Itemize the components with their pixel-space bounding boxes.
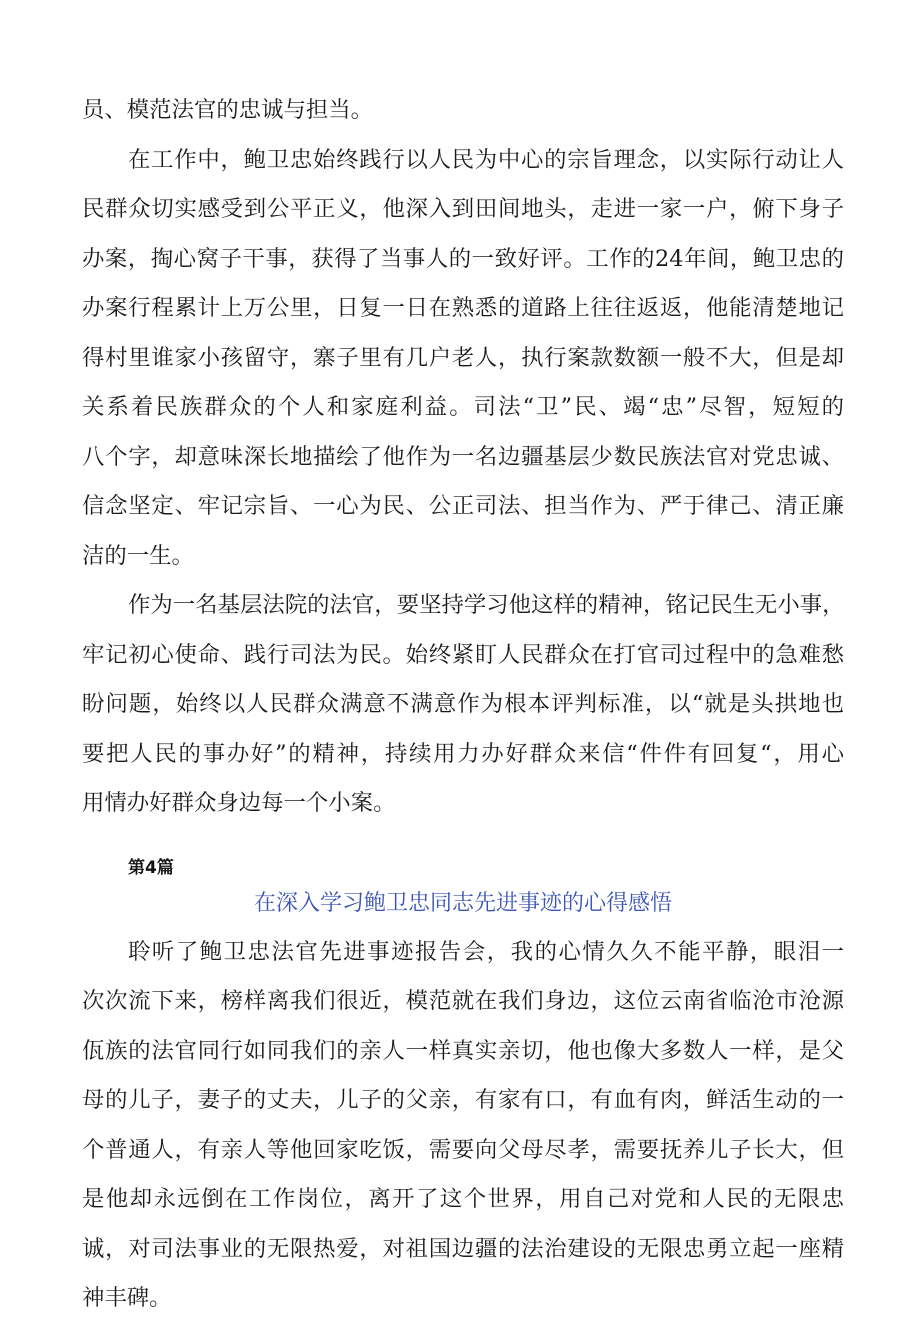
paragraph-line: 洁的一生。 [82,542,194,569]
paragraph-line: 要把人民的事办好”的精神，持续用力办好群众来信“件件有回复“，用心 [82,740,844,767]
paragraph-line: 母的儿子，妻子的丈夫，儿子的父亲，有家有口，有血有肉，鲜活生动的一 [82,1087,844,1113]
paragraph-grassroots-judge [82,581,844,829]
paragraph-line: 佤族的法官同行如同我们的亲人一样真实亲切，他也像大多数人一样，是父 [82,1037,844,1064]
paragraph-report-reflection [82,928,844,1324]
paragraph-line: 办案，掏心窝子干事，获得了当事人的一致好评。工作的24年间，鲍卫忠的 [82,245,844,272]
paragraph-line: 得村里谁家小孩留守，寨子里有几户老人，执行案款数额一般不大，但是却 [82,344,844,371]
section-label: 第4篇 [128,857,174,878]
paragraph-line: 办案行程累计上万公里，日复一日在熟悉的道路上往往返返，他能清楚地记 [82,295,844,321]
paragraph-line: 作为一名基层法院的法官，要坚持学习他这样的精神，铭记民生无小事， [128,592,845,618]
paragraph-line: 牢记初心使命、践行司法为民。始终紧盯人民群众在打官司过程中的急难愁 [82,641,844,668]
paragraph-line: 民群众切实感受到公平正义，他深入到田间地头，走进一家一户，俯下身子 [82,196,844,222]
document-page [82,86,844,1324]
article-title: 在深入学习鲍卫忠同志先进事迹的心得感悟 [253,890,672,916]
paragraph-line: 是他却永远倒在工作岗位，离开了这个世界，用自己对党和人民的无限忠 [82,1186,844,1212]
paragraph-line: 次次流下来，榜样离我们很近，模范就在我们身边，这位云南省临沧市沧源 [82,988,844,1014]
paragraph-line: 神丰碑。 [82,1285,172,1311]
paragraph-line: 八个字，却意味深长地描绘了他作为一名边疆基层少数民族法官对党忠诚、 [82,443,844,470]
paragraph-line: 个普通人，有亲人等他回家吃饭，需要向父母尽孝，需要抚养儿子长大，但 [82,1136,844,1163]
section-spacer [82,829,844,850]
paragraph-line: 盼问题，始终以人民群众满意不满意作为根本评判标准，以“就是头拱地也 [82,691,844,717]
paragraph-line: 员、模范法官的忠诚与担当。 [82,97,374,123]
paragraph-line: 关系着民族群众的个人和家庭利益。司法“卫”民、竭“忠”尽智，短短的 [82,394,844,420]
paragraph-line: 在工作中，鲍卫忠始终践行以人民为中心的宗旨理念，以实际行动让人 [128,146,844,173]
paragraph-line: 信念坚定、牢记宗旨、一心为民、公正司法、担当作为、严于律己、清正廉 [82,493,844,519]
paragraph-line: 诚，对司法事业的无限热爱，对祖国边疆的法治建设的无限忠勇立起一座精 [82,1235,844,1262]
paragraph-continuation [82,86,844,136]
paragraph-work-practice [82,136,844,582]
paragraph-line: 聆听了鲍卫忠法官先进事迹报告会，我的心情久久不能平静，眼泪一 [128,938,844,965]
paragraph-line: 用情办好群众身边每一个小案。 [82,790,396,816]
